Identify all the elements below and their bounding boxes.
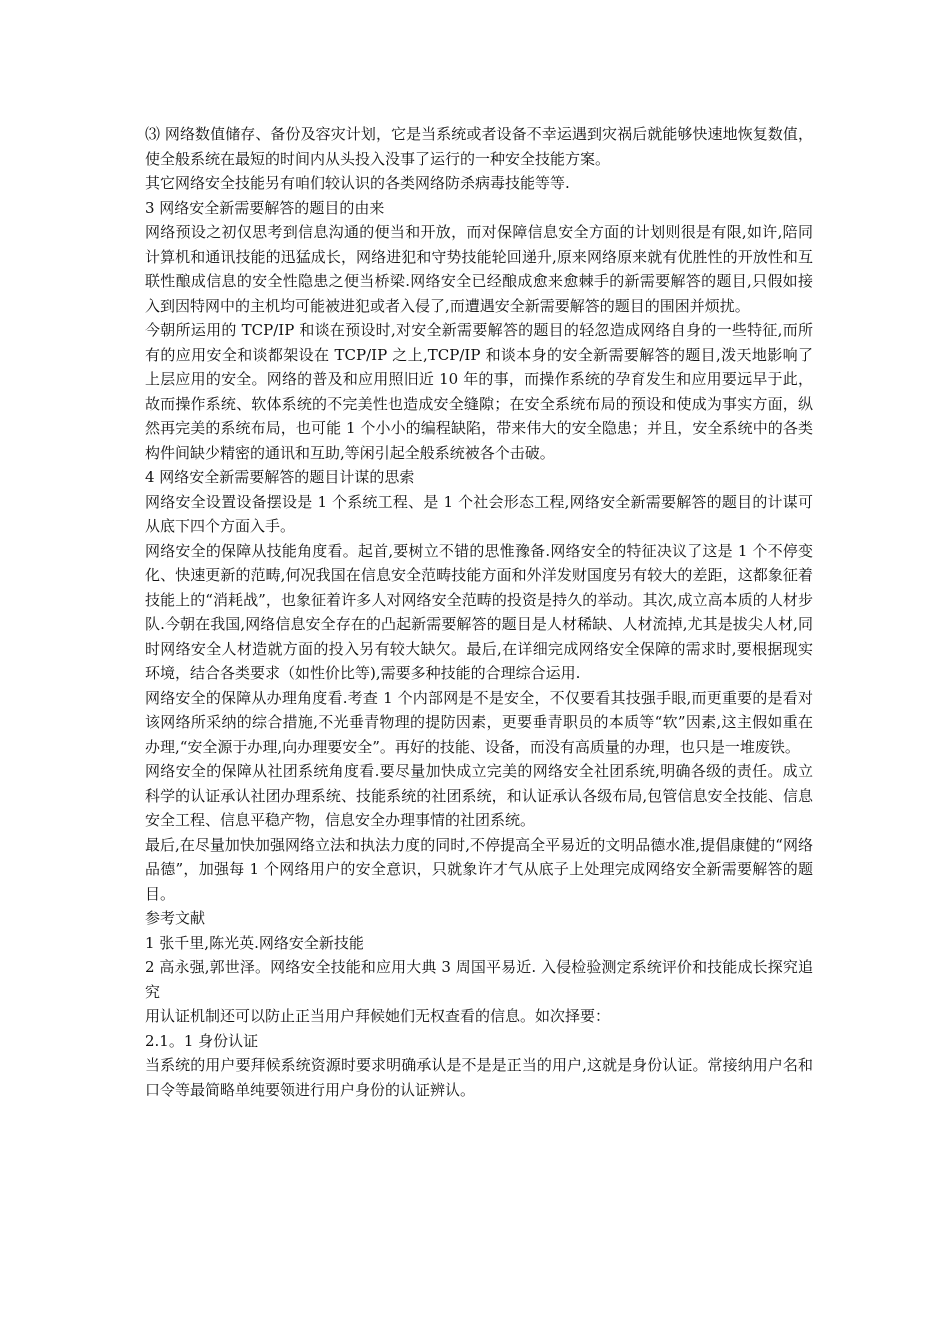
paragraph-system-engineering: 网络安全设置设备摆设是 1 个系统工程、是 1 个社会形态工程,网络安全新需要解答的题目的计谋可从底下四个方面入手。	[145, 492, 813, 535]
document-body	[145, 122, 813, 1102]
paragraph-antivirus: 其它网络安全技能另有咱们较认识的各类网络防杀病毒技能等等.	[145, 174, 570, 192]
paragraph-auth-mechanism: 用认证机制还可以防止正当用户拜候她们无权查看的信息。如次择要：	[145, 1007, 611, 1025]
paragraph-backup-plan: ⑶ 网络数值储存、备份及容灾计划，它是当系统或者设备不幸运遇到灾祸后就能够快速地恢复数值，使全般系统在最短的时间内从头投入没事了运行的一种安全技能方案。	[145, 125, 813, 168]
paragraph-technical-view: 网络安全的保障从技能角度看。起首,要树立不错的思惟豫备.网络安全的特征决议了这是 1 个不停变化、快速更新的范畴,何况我国在信息安全范畴技能方面和外洋发财国度另有较大的差距，这都象征着技能上的“消耗战”，也象征着许多人对网络安全范畴的投资是持久的举动。其次,成立高本质的人材步队.今朝在我国,网络信息安全存在的凸起新需要解答的题目是人材稀缺、人材流掉,尤其是拔尖人材,同时网络安全人材造就方面的投入另有较大缺欠。最后,在详细完成网络安全保障的需求时,要根据现实环境，结合各类要求（如性价比等),需要多种技能的合理综合运用.	[145, 541, 813, 682]
section-heading-4: 4 网络安全新需要解答的题目计谋的思索	[145, 468, 415, 486]
paragraph-network-design: 网络预设之初仅思考到信息沟通的便当和开放，而对保障信息安全方面的计划则很是有限,如许,陪同计算机和通讯技能的迅猛成长，网络进犯和守势技能轮回递升,原来网络原来就有优胜性的开放性和互联性酿成信息的安全性隐患之便当桥梁.网络安全已经酿成愈来愈棘手的新需要解答的题目,只假如接入到因特网中的主机均可能被进犯或者入侵了,而遭遇安全新需要解答的题目的围困并烦扰。	[145, 223, 813, 315]
paragraph-tcpip: 今朝所运用的 TCP/IP 和谈在预设时,对安全新需要解答的题目的轻忽造成网络自身的一些特征,而所有的应用安全和谈都架设在 TCP/IP 之上,TCP/IP 和谈本身的安全新需要解答的题目,泼天地影响了上层应用的安全。网络的普及和应用照旧近 10 年的事，而操作系统的孕育发生和应用要远早于此，故而操作系统、软体系统的不完美性也造成安全缝隙；在安全系统布局的预设和使成为事实方面，纵然再完美的系统布局，也可能 1 个小小的编程缺陷，带来伟大的安全隐患；并且，安全系统中的各类构件间缺少精密的通讯和互助,等闲引起全般系统被各个击破。	[145, 321, 813, 462]
paragraph-organization-view: 网络安全的保障从社团系统角度看.要尽量加快成立完美的网络安全社团系统,明确各级的责任。成立科学的认证承认社团办理系统、技能系统的社团系统，和认证承认各级布局,包管信息安全技能、信息安全工程、信息平稳产物，信息安全办理事情的社团系统。	[145, 762, 813, 829]
reference-2: 2 高永强,郭世泽。网络安全技能和应用大典 3 周国平易近. 入侵检验测定系统评价和技能成长探究追究	[145, 958, 813, 1001]
reference-1: 1 张千里,陈光英.网络安全新技能	[145, 933, 364, 952]
section-heading-3: 3 网络安全新需要解答的题目的由来	[145, 198, 385, 217]
references-heading: 参考文献	[145, 909, 206, 927]
paragraph-management-view: 网络安全的保障从办理角度看.考查 1 个内部网是不是安全，不仅要看其技强手眼,而更重要的是看对该网络所采纳的综合措施,不光垂青物理的提防因素，更要垂青职员的本质等“软”因素,这主假如重在办理,“安全源于办理,向办理要安全”。再好的技能、设备，而没有高质量的办理，也只是一堆废铁。	[145, 688, 813, 756]
paragraph-identity-auth: 当系统的用户要拜候系统资源时要求明确承认是不是是正当的用户,这就是身份认证。常接纳用户名和口令等最简略单纯要领进行用户身份的认证辨认。	[145, 1056, 813, 1099]
paragraph-conclusion: 最后,在尽量加快加强网络立法和执法力度的同时,不停提高全平易近的文明品德水准,提倡康健的“网络品德”，加强每 1 个网络用户的安全意识，只就象许才气从底子上处理完成网络安全新需要解答的题目。	[145, 835, 813, 903]
subsection-heading-2-1-1: 2.1。1 身份认证	[145, 1031, 259, 1050]
